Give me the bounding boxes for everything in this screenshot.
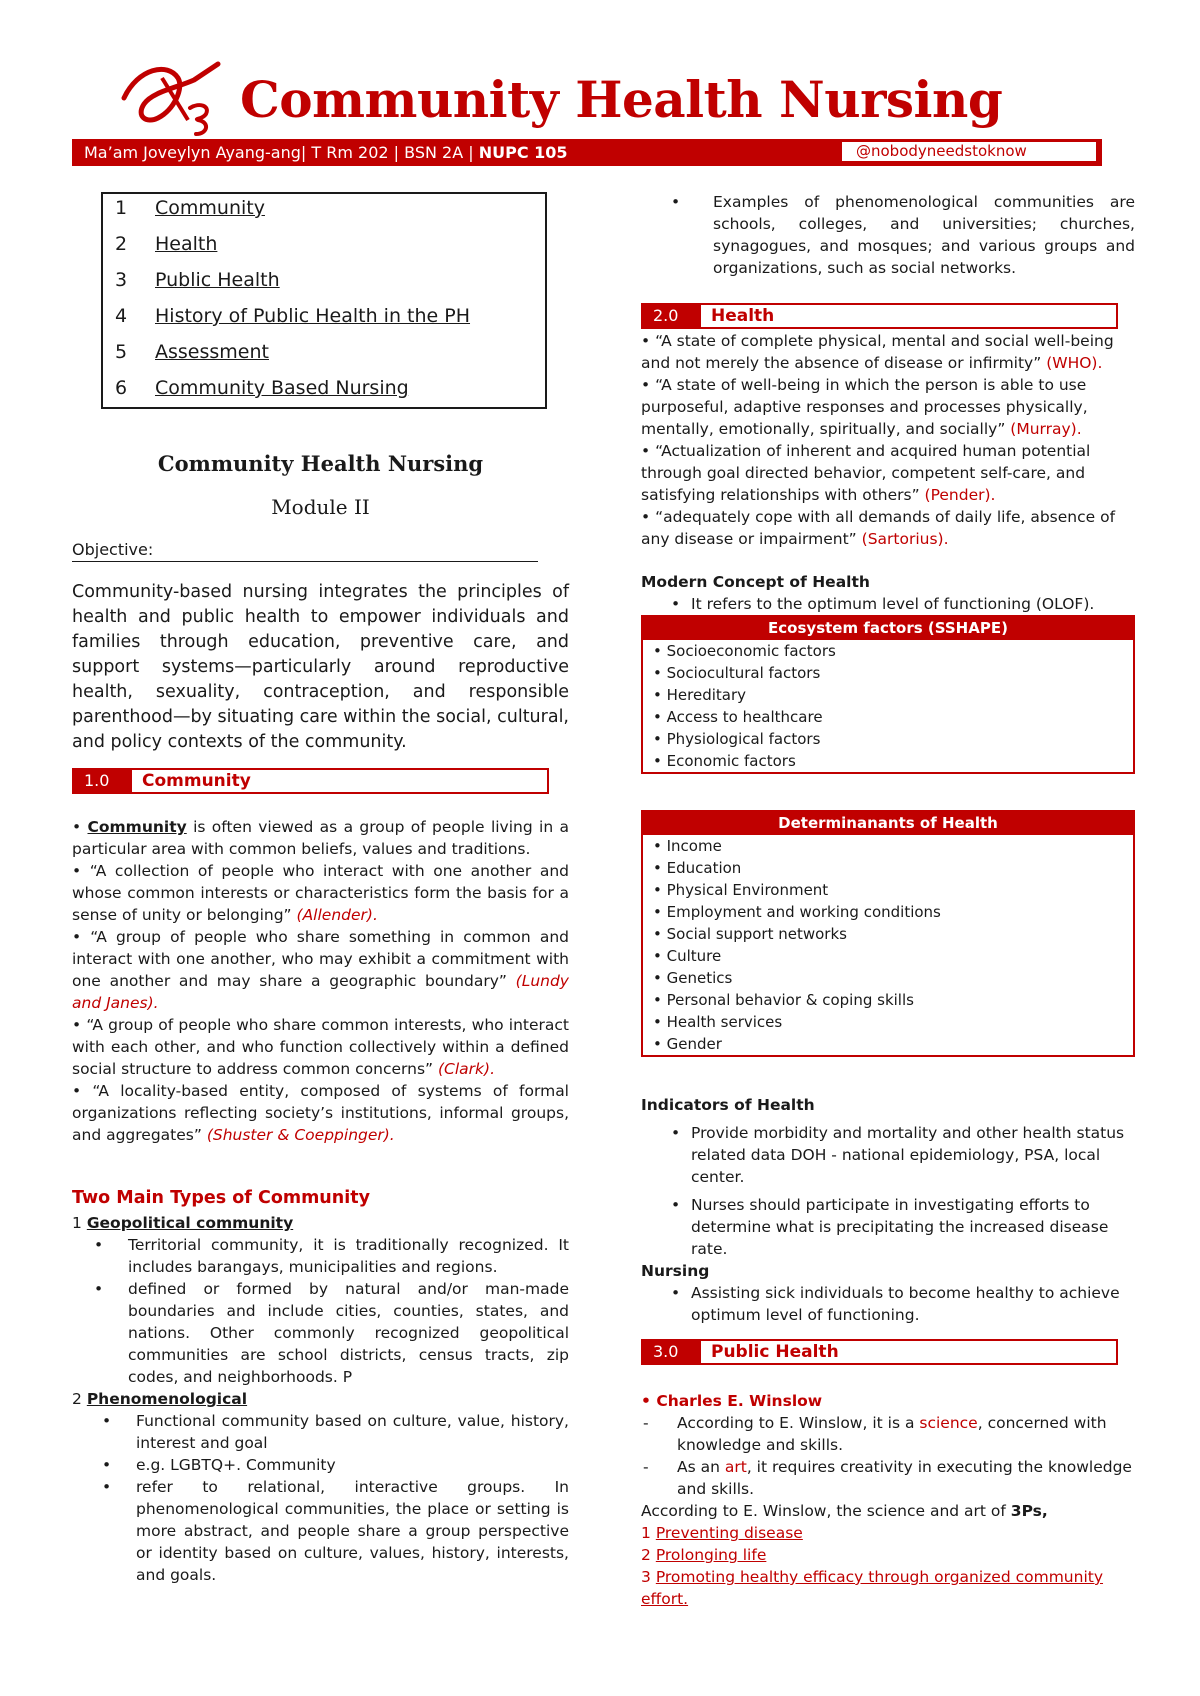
p-item bbox=[641, 1522, 1135, 1544]
list-item: • defined or formed by natural and/or man-made boundaries and include cities, counties, states, and nations. Other commonly recognized geopolitical communities are school districts, census tracts, zip codes, and neighborhoods. P bbox=[64, 1278, 569, 1388]
toc-label: Assessment bbox=[155, 341, 269, 363]
course-code: NUPC 105 bbox=[478, 143, 568, 162]
table-cell: Social support networks bbox=[666, 925, 847, 943]
science-item: - According to E. Winslow, it is a science, concerned with knowledge and skills. bbox=[643, 1414, 1107, 1454]
phenomenological-examples bbox=[641, 191, 1135, 279]
toc-label: Public Health bbox=[155, 269, 280, 291]
table-row: • Economic factors bbox=[653, 752, 796, 770]
examples-list bbox=[641, 191, 1135, 279]
table-cell: Socioeconomic factors bbox=[666, 642, 836, 660]
section-health-header bbox=[641, 303, 1118, 329]
toc-num: 5 bbox=[115, 341, 128, 363]
text-part: As an bbox=[677, 1458, 725, 1476]
logo-mark bbox=[118, 58, 228, 138]
list-item: • It refers to the optimum level of functioning (OLOF). bbox=[641, 593, 1135, 615]
highlight-word: art bbox=[724, 1458, 747, 1476]
table-header: Ecosystem factors (SSHAPE) bbox=[643, 617, 1133, 640]
quote-cite: (Murray). bbox=[1010, 420, 1082, 438]
list-item: • Provide morbidity and mortality and other health status related data DOH - national epidemiology, PSA, local center. bbox=[641, 1122, 1135, 1188]
table-cell: Employment and working conditions bbox=[666, 903, 941, 921]
phenomenological-heading bbox=[72, 1388, 569, 1410]
p-item bbox=[641, 1544, 1135, 1566]
toc-item[interactable] bbox=[115, 233, 217, 255]
p-num: 1 bbox=[641, 1524, 651, 1542]
toc-num: 2 bbox=[115, 233, 128, 255]
table-cell: Health services bbox=[666, 1013, 783, 1031]
quote-cite: (Shuster & Coeppinger). bbox=[206, 1126, 395, 1144]
table-cell: Physiological factors bbox=[666, 730, 821, 748]
quote-item: • “A group of people who share common interests, who interact with each other, and who function collectively within a defined social structure to address common concerns” (Clark). bbox=[72, 1016, 569, 1078]
table-cell: Income bbox=[666, 837, 722, 855]
table-row: • Social support networks bbox=[653, 925, 847, 943]
table-row: • Personal behavior & coping skills bbox=[653, 991, 914, 1009]
quote-item: • “A locality-based entity, composed of systems of formal organizations reflecting society’s institutions, informal groups, and aggregates” (Shuster & Coeppinger). bbox=[72, 1082, 569, 1144]
phenomenological-list bbox=[72, 1410, 569, 1586]
section-community-header bbox=[72, 768, 549, 794]
objective-label: Objective: bbox=[72, 540, 538, 562]
list-item: • e.g. LGBTQ+. Community bbox=[72, 1454, 569, 1476]
toc-label: History of Public Health in the PH bbox=[155, 305, 471, 327]
table-of-contents bbox=[101, 192, 547, 409]
p-num: 3 bbox=[641, 1568, 651, 1586]
three-ps-label: 3Ps, bbox=[1010, 1502, 1048, 1520]
highlight-word: science bbox=[919, 1414, 978, 1432]
section-label: Health bbox=[711, 306, 775, 326]
document-title: Community Health Nursing bbox=[240, 70, 1003, 129]
toc-num: 4 bbox=[115, 305, 128, 327]
toc-num: 3 bbox=[115, 269, 128, 291]
quote-cite: (Lundy and Janes). bbox=[72, 972, 569, 1012]
indicators-list bbox=[641, 1122, 1135, 1260]
text-part: According to E. Winslow, it is a bbox=[677, 1414, 920, 1432]
list-item: • Nurses should participate in investigating efforts to determine what is precipitating the increased disease rate. bbox=[641, 1194, 1135, 1260]
indicators-heading: Indicators of Health bbox=[641, 1096, 815, 1114]
quote-item: • “Actualization of inherent and acquired human potential through goal directed behavior, competent self-care, and satisfying relationships with others” (Pender). bbox=[641, 442, 1091, 504]
table-header: Determinanants of Health bbox=[643, 812, 1133, 835]
header-bar bbox=[72, 139, 1102, 166]
table-row: • Income bbox=[653, 837, 722, 855]
toc-item[interactable] bbox=[115, 269, 280, 291]
section-number: 3.0 bbox=[643, 1341, 701, 1363]
table-row: • Culture bbox=[653, 947, 722, 965]
quote-item: • “A state of complete physical, mental and social well-being and not merely the absence of disease or infirmity” (WHO). bbox=[641, 332, 1114, 372]
modern-concept bbox=[641, 571, 1135, 615]
section-label: Public Health bbox=[711, 1342, 839, 1362]
toc-num: 1 bbox=[115, 197, 128, 219]
quote-cite: (Sartorius). bbox=[861, 530, 949, 548]
quote-cite: (Pender). bbox=[924, 486, 996, 504]
list-item: • Functional community based on culture, value, history, interest and goal bbox=[72, 1410, 569, 1454]
list-num: 1 bbox=[72, 1214, 82, 1232]
definition-text: is often viewed as a group of people living in a particular area with common beliefs, values and traditions. bbox=[72, 818, 570, 858]
table-cell: Hereditary bbox=[666, 686, 747, 704]
toc-label: Community Based Nursing bbox=[155, 377, 409, 399]
quote-item: • “A collection of people who interact with one another and whose common interests or characteristics form the basis for a sense of unity or belonging” (Allender). bbox=[72, 862, 569, 924]
table-row: • Socioeconomic factors bbox=[653, 642, 836, 660]
toc-num: 6 bbox=[115, 377, 128, 399]
quote-text: “A group of people who share common interests, who interact with each other, and who function collectively within a defined social structure to address common concerns” bbox=[72, 1016, 569, 1078]
table-cell: Access to healthcare bbox=[666, 708, 823, 726]
table-cell: Gender bbox=[666, 1035, 722, 1053]
table-row: • Gender bbox=[653, 1035, 722, 1053]
table-row: • Genetics bbox=[653, 969, 733, 987]
modern-list bbox=[641, 593, 1135, 615]
geopolitical-list bbox=[64, 1234, 569, 1388]
module-title: Community Health Nursing bbox=[157, 451, 484, 476]
list-item: • refer to relational, interactive groups. In phenomenological communities, the place or setting is more abstract, and people share a group perspective or identity based on culture, values, history, interests, and goals. bbox=[72, 1476, 569, 1586]
table-cell: Sociocultural factors bbox=[666, 664, 821, 682]
section-label: Community bbox=[142, 771, 251, 791]
toc-item[interactable] bbox=[115, 341, 269, 363]
public-health-block bbox=[641, 1390, 1135, 1610]
winslow-heading: • Charles E. Winslow bbox=[641, 1392, 823, 1410]
types-heading: Two Main Types of Community bbox=[72, 1188, 370, 1208]
quote-text: “Actualization of inherent and acquired human potential through goal directed behavior, competent self-care, and satisfying relationships with others” bbox=[641, 442, 1091, 504]
table-row: • Hereditary bbox=[653, 686, 747, 704]
quote-cite: (WHO). bbox=[1046, 354, 1103, 372]
table-cell: Education bbox=[666, 859, 742, 877]
toc-item[interactable] bbox=[115, 377, 409, 399]
table-row: • Sociocultural factors bbox=[653, 664, 821, 682]
list-item: • Examples of phenomenological communities are schools, colleges, and universities; churches, synagogues, and mosques; and various groups and organizations, such as social networks. bbox=[641, 191, 1135, 279]
indicators-block bbox=[641, 1094, 1135, 1326]
list-item: • Territorial community, it is traditionally recognized. It includes barangays, municipalities and regions. bbox=[64, 1234, 569, 1278]
quote-text: “A locality-based entity, composed of systems of formal organizations reflecting society’s institutions, informal groups, and aggregates” bbox=[72, 1082, 569, 1144]
person-name: Charles E. Winslow bbox=[656, 1392, 823, 1410]
p-item bbox=[641, 1566, 1135, 1610]
quote-text: “A collection of people who interact with one another and whose common interests or characteristics form the basis for a sense of unity or belonging” bbox=[72, 862, 569, 924]
nursing-heading: Nursing bbox=[641, 1262, 710, 1280]
quote-item: • “A state of well-being in which the person is able to use purposeful, adaptive responses and processes physically, mentally, emotionally, spiritually, and socially” (Murray). bbox=[641, 376, 1088, 438]
list-item: • Assisting sick individuals to become healthy to achieve optimum level of functioning. bbox=[641, 1282, 1135, 1326]
quote-text: “A group of people who share something in common and interact with one another, who may exhibit a commitment with one another and may share a geographic boundary” bbox=[72, 928, 569, 990]
geopolitical-heading bbox=[72, 1212, 569, 1234]
community-definitions bbox=[72, 816, 569, 1146]
table-row: • Health services bbox=[653, 1013, 783, 1031]
header-info bbox=[84, 139, 568, 166]
module-subtitle: Module II bbox=[271, 495, 370, 519]
table-row: • Physical Environment bbox=[653, 881, 829, 899]
p-text: Preventing disease bbox=[655, 1524, 803, 1542]
quote-item: • “adequately cope with all demands of daily life, absence of any disease or impairment” (Sartorius). bbox=[641, 508, 1116, 548]
list-num: 2 bbox=[72, 1390, 82, 1408]
list-label: Phenomenological bbox=[86, 1390, 248, 1408]
text-part: , concerned with knowledge and skills. bbox=[677, 1414, 1107, 1454]
definition-term: Community bbox=[87, 818, 187, 836]
quote-cite: (Clark). bbox=[438, 1060, 495, 1078]
section-public-health-header bbox=[641, 1339, 1118, 1365]
toc-label: Community bbox=[155, 197, 265, 219]
modern-heading: Modern Concept of Health bbox=[641, 573, 870, 591]
quote-item: • “A group of people who share something in common and interact with one another, who may exhibit a commitment with one another and may share a geographic boundary” (Lundy and Janes). bbox=[72, 928, 569, 1012]
quote-text: “A state of well-being in which the person is able to use purposeful, adaptive responses and processes physically, mentally, emotionally, spiritually, and socially” bbox=[641, 376, 1088, 438]
table-row: • Physiological factors bbox=[653, 730, 821, 748]
art-item: - As an art, it requires creativity in executing the knowledge and skills. bbox=[643, 1458, 1132, 1498]
toc-label: Health bbox=[155, 233, 218, 255]
determinants-table bbox=[641, 810, 1135, 1057]
section-number: 2.0 bbox=[643, 305, 701, 327]
table-cell: Physical Environment bbox=[666, 881, 829, 899]
section-number: 1.0 bbox=[74, 770, 132, 792]
table-row: • Education bbox=[653, 859, 742, 877]
nursing-list bbox=[641, 1282, 1135, 1326]
quote-cite: (Allender). bbox=[296, 906, 378, 924]
toc-item[interactable] bbox=[115, 305, 470, 327]
quote-text: “adequately cope with all demands of daily life, absence of any disease or impairment” bbox=[641, 508, 1116, 548]
instructor-info: Ma’am Joveylyn Ayang-ang| T Rm 202 | BSN 2A | bbox=[84, 143, 474, 162]
quote-text: “A state of complete physical, mental and social well-being and not merely the absence of disease or infirmity” bbox=[641, 332, 1114, 372]
three-ps-intro bbox=[641, 1500, 1135, 1522]
ecosystem-table bbox=[641, 615, 1135, 774]
p-num: 2 bbox=[641, 1546, 651, 1564]
social-handle: @nobodyneedstoknow bbox=[842, 142, 1096, 161]
table-cell: Economic factors bbox=[666, 752, 796, 770]
health-definitions bbox=[641, 330, 1135, 550]
community-definition: • Community is often viewed as a group of people living in a particular area with common beliefs, values and traditions. bbox=[72, 818, 570, 858]
p-text: Promoting healthy efficacy through organized community effort. bbox=[641, 1568, 1104, 1608]
geopolitical-block bbox=[72, 1212, 569, 1586]
list-label: Geopolitical community bbox=[86, 1214, 294, 1232]
table-cell: Personal behavior & coping skills bbox=[666, 991, 914, 1009]
table-row: • Access to healthcare bbox=[653, 708, 823, 726]
text-part: According to E. Winslow, the science and art of bbox=[641, 1502, 1011, 1520]
table-cell: Genetics bbox=[666, 969, 733, 987]
table-cell: Culture bbox=[666, 947, 722, 965]
text-part: , it requires creativity in executing the knowledge and skills. bbox=[677, 1458, 1132, 1498]
p-text: Prolonging life bbox=[655, 1546, 767, 1564]
toc-item[interactable] bbox=[115, 197, 265, 219]
objective-text: Community-based nursing integrates the principles of health and public health to empower individuals and families through education, preventive care, and support systems—particularly around reproductive health, sexuality, contraception, and responsible parenthood—by situating care within the social, cultural, and policy contexts of the community. bbox=[72, 582, 569, 752]
table-row: • Employment and working conditions bbox=[653, 903, 941, 921]
